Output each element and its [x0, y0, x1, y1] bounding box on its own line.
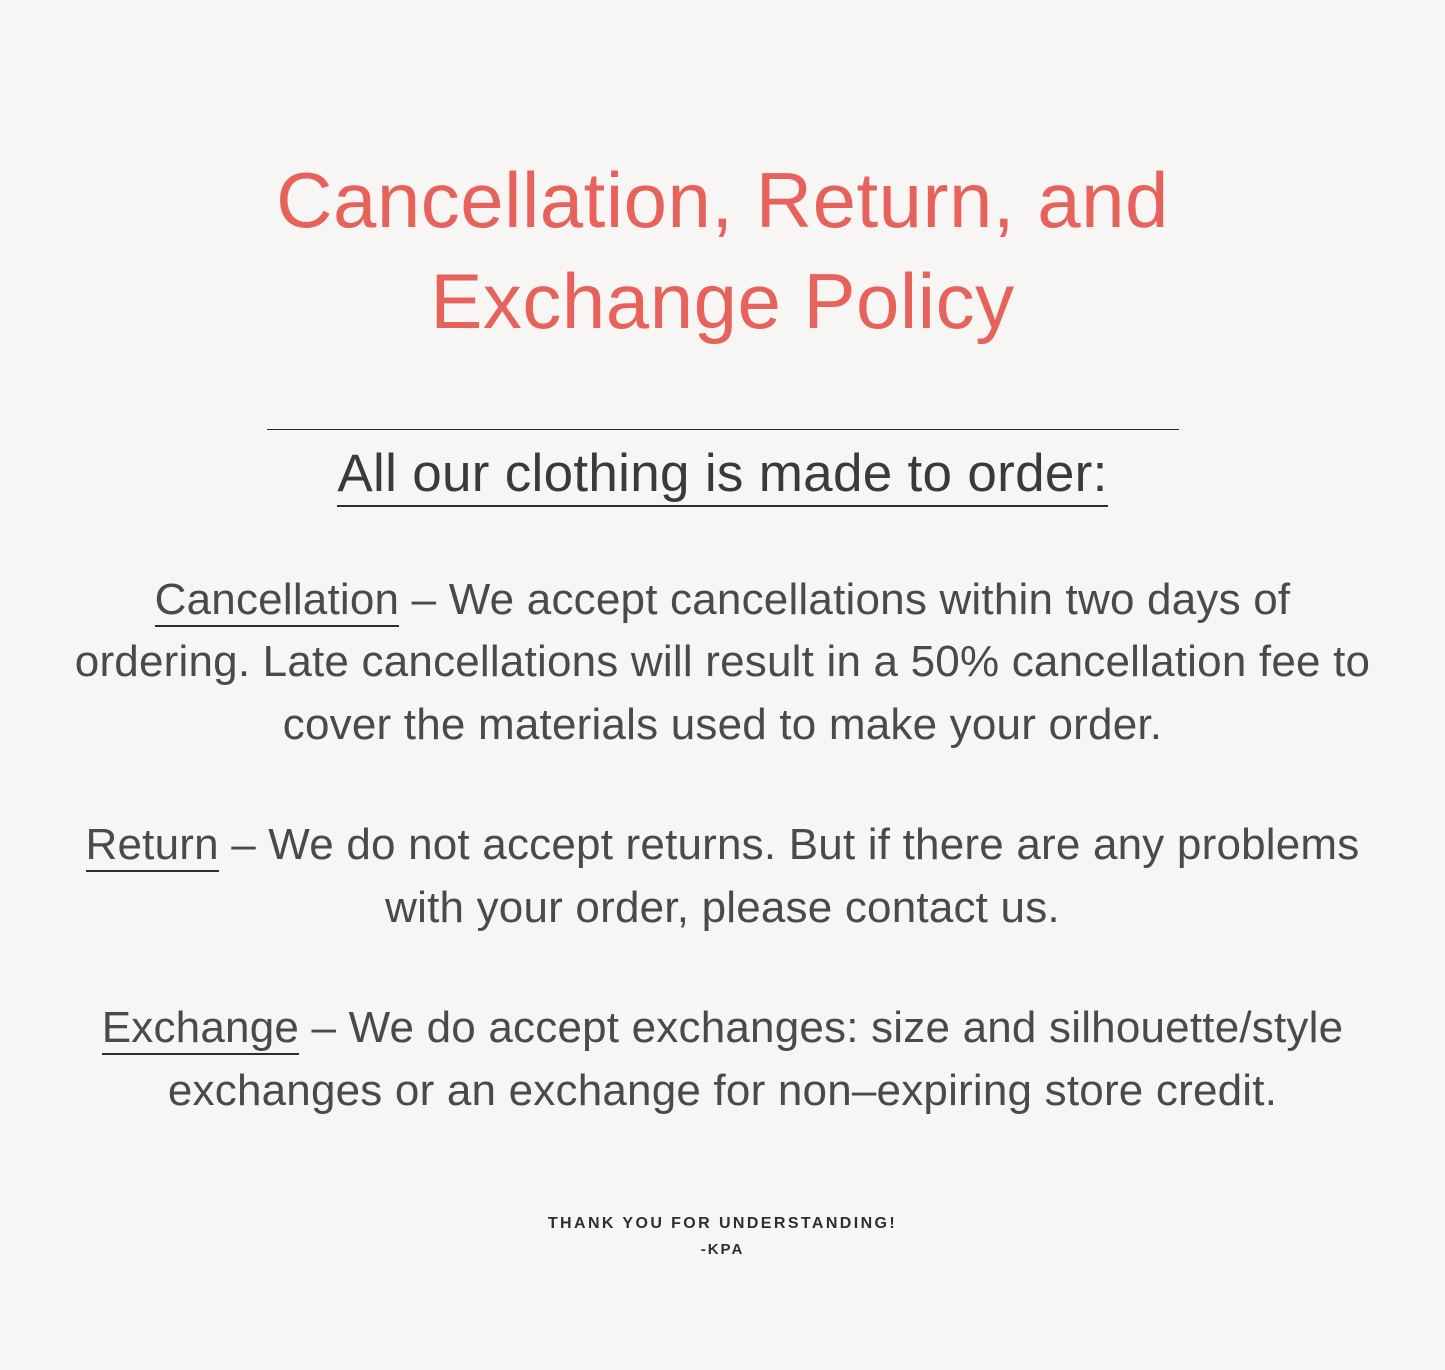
subheading	[337, 444, 1107, 505]
page-title: Cancellation, Return, and Exchange Policy	[276, 156, 1169, 346]
section-dash-exchange: –	[299, 1003, 349, 1053]
section-dash-return: –	[218, 820, 269, 870]
section-term-exchange: Exchange	[102, 1003, 299, 1055]
title-divider	[267, 429, 1179, 430]
section-term-cancellation: Cancellation	[155, 575, 400, 627]
footer	[0, 1215, 1445, 1258]
section-cancellation	[73, 569, 1373, 756]
section-text-return: We do not accept returns. But if there are any problems with your order, please contact us.	[268, 820, 1360, 932]
footer-signature: -KPA	[700, 1241, 745, 1258]
section-term-return: Return	[86, 820, 219, 872]
footer-thank-you: THANK YOU FOR UNDERSTANDING!	[547, 1215, 898, 1232]
policy-sections	[73, 569, 1373, 1122]
section-text-cancellation: We accept cancellations within two days of ordering. Late cancellations will result in a 50% cancellation fee to cover the materials used to make your order.	[74, 574, 1371, 749]
section-return	[73, 814, 1373, 939]
section-text-exchange: We do accept exchanges: size and silhouette/style exchanges or an exchange for non–expiring store credit.	[167, 1003, 1344, 1115]
section-exchange	[73, 997, 1373, 1122]
section-dash-cancellation: –	[399, 574, 449, 624]
subheading-text: All our clothing is made to order:	[337, 444, 1107, 507]
